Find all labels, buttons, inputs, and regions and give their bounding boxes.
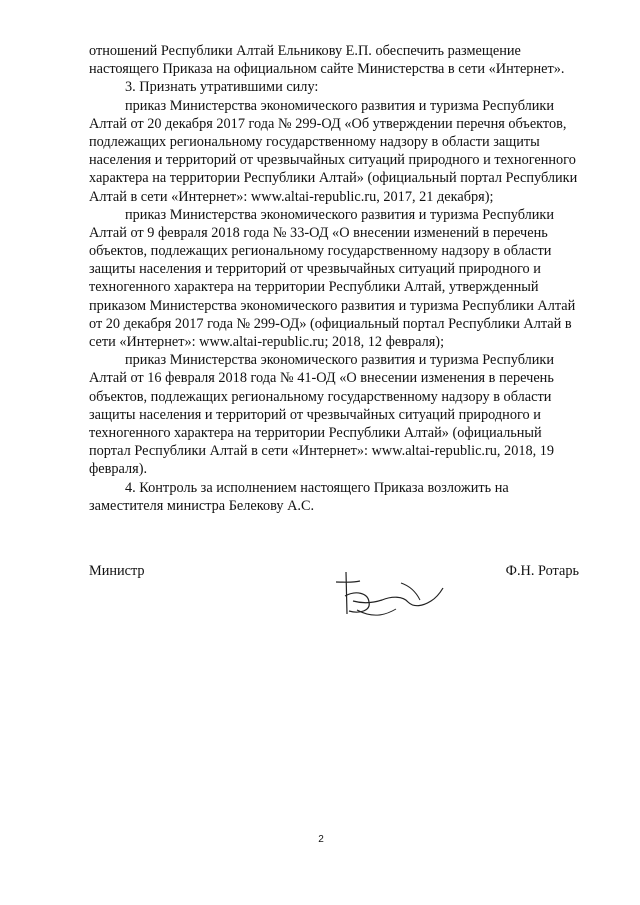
body-line: приказ Министерства экономического развития и туризма Республики bbox=[125, 206, 555, 223]
body-line: населения и территорий от чрезвычайных ситуаций природного и техногенного bbox=[89, 152, 576, 169]
body-line: Алтай от 20 декабря 2017 года № 299-ОД «Об утверждении перечня объектов, bbox=[89, 115, 567, 132]
body-line: защиты населения и территорий от чрезвычайных ситуаций природного и bbox=[89, 261, 541, 278]
body-line: Алтай от 9 февраля 2018 года № 33-ОД «О внесении изменений в перечень bbox=[89, 224, 548, 241]
body-line: заместителя министра Белекову А.С. bbox=[89, 497, 315, 514]
signatory-name: Ф.Н. Ротарь bbox=[505, 563, 579, 579]
body-line: подлежащих региональному государственному надзору в области защиты bbox=[89, 133, 540, 150]
body-line: Алтай в сети «Интернет»: www.altai-republic.ru, 2017, 21 декабря); bbox=[89, 188, 494, 205]
body-line: техногенного характера на территории Республики Алтай» (официальный bbox=[89, 424, 542, 441]
body-line: объектов, подлежащих региональному государственному надзору в области bbox=[89, 388, 552, 405]
body-line: от 20 декабря 2017 года № 299-ОД» (официальный портал Республики Алтай в bbox=[89, 315, 572, 332]
body-line: февраля). bbox=[89, 461, 148, 478]
body-line: сети «Интернет»: www.altai-republic.ru; 2018, 12 февраля); bbox=[89, 334, 445, 350]
body-line: объектов, подлежащих региональному государственному надзору в области bbox=[89, 243, 552, 260]
body-line: 3. Признать утратившими силу: bbox=[125, 79, 319, 96]
signatory-title: Министр bbox=[89, 563, 145, 579]
body-line: приказом Министерства экономического развития и туризма Республики Алтай bbox=[89, 297, 576, 314]
handwritten-signature-icon bbox=[326, 562, 446, 632]
body-line: настоящего Приказа на официальном сайте Министерства в сети «Интернет». bbox=[89, 61, 565, 78]
document-body bbox=[89, 42, 579, 515]
body-line: техногенного характера на территории Республики Алтай, утвержденный bbox=[89, 279, 539, 296]
body-line: Алтай от 16 февраля 2018 года № 41-ОД «О внесении изменения в перечень bbox=[89, 370, 554, 387]
body-line: портал Республики Алтай в сети «Интернет»: www.altai-republic.ru, 2018, 19 bbox=[89, 443, 555, 460]
body-line: характера на территории Республики Алтай» (официальный портал Республики bbox=[89, 170, 578, 187]
page-number: 2 bbox=[318, 834, 324, 845]
body-line: защиты населения и территорий от чрезвычайных ситуаций природного и bbox=[89, 406, 541, 423]
body-line: отношений Республики Алтай Ельникову Е.П. обеспечить размещение bbox=[89, 43, 521, 59]
body-line: приказ Министерства экономического развития и туризма Республики bbox=[125, 97, 555, 114]
body-line: 4. Контроль за исполнением настоящего Приказа возложить на bbox=[125, 479, 509, 496]
body-line: приказ Министерства экономического развития и туризма Республики bbox=[125, 352, 555, 369]
